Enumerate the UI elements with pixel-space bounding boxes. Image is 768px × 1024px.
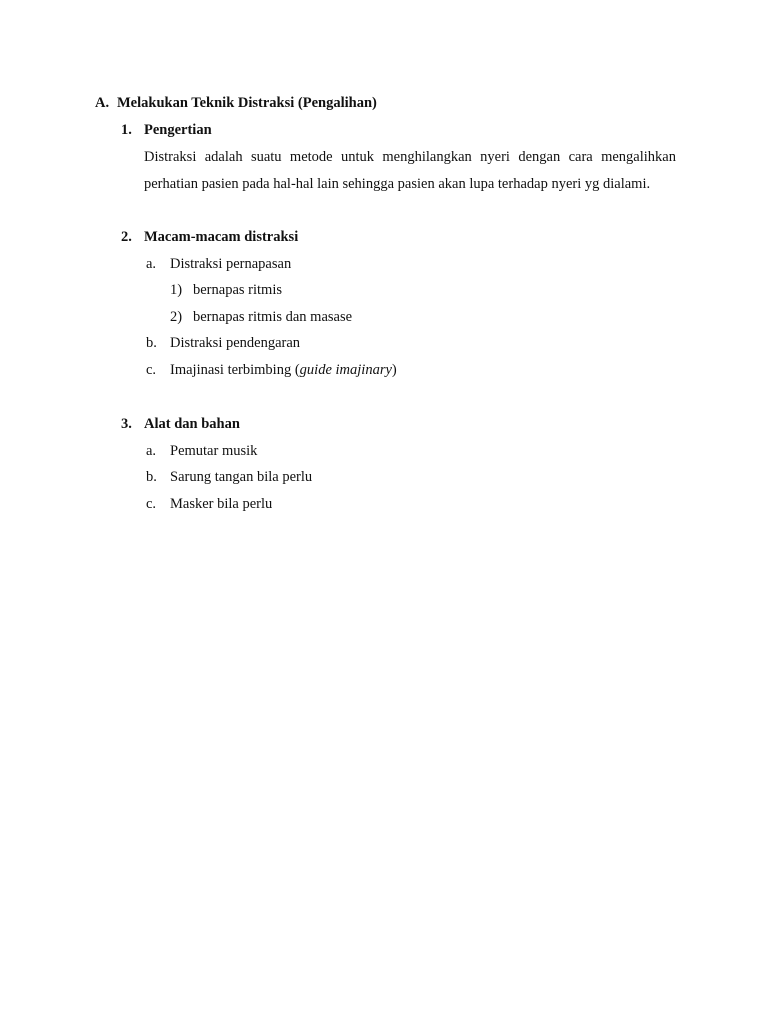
list-marker: a.	[146, 256, 157, 272]
list-label: Distraksi pendengaran	[170, 335, 301, 351]
section-title: Melakukan Teknik Distraksi (Pengalihan)	[117, 95, 377, 111]
list-label-italic: guide imajinary	[299, 362, 392, 378]
section-marker: A.	[95, 95, 110, 111]
item-2-marker: 2.	[121, 229, 132, 245]
item-1-marker: 1.	[121, 122, 132, 138]
item-3-title: Alat dan bahan	[144, 416, 240, 432]
list-marker: c.	[146, 496, 157, 512]
item-3-marker: 3.	[121, 416, 132, 432]
definition-line-1: Distraksi adalah suatu metode untuk menghilangkan nyeri dengan cara mengalihkan	[144, 149, 676, 165]
item-1-title: Pengertian	[144, 122, 212, 138]
list-marker: c.	[146, 362, 157, 378]
list-marker: b.	[146, 335, 157, 351]
list-label: Sarung tangan bila perlu	[170, 469, 313, 485]
list-marker: 2)	[170, 309, 183, 325]
list-marker: b.	[146, 469, 157, 485]
definition-line-2: perhatian pasien pada hal-hal lain sehingga pasien akan lupa terhadap nyeri yg dialami.	[144, 176, 651, 192]
list-label	[170, 361, 397, 379]
list-label-suffix: )	[391, 362, 397, 378]
list-label: bernapas ritmis dan masase	[193, 309, 353, 325]
list-marker: a.	[146, 443, 157, 459]
item-2-title: Macam-macam distraksi	[144, 229, 299, 245]
list-label: Pemutar musik	[170, 443, 258, 459]
list-label: Masker bila perlu	[170, 496, 273, 512]
list-label: bernapas ritmis	[193, 282, 282, 298]
list-marker: 1)	[170, 282, 183, 298]
list-label-prefix: Imajinasi terbimbing (	[170, 362, 300, 378]
list-label: Distraksi pernapasan	[170, 256, 292, 272]
